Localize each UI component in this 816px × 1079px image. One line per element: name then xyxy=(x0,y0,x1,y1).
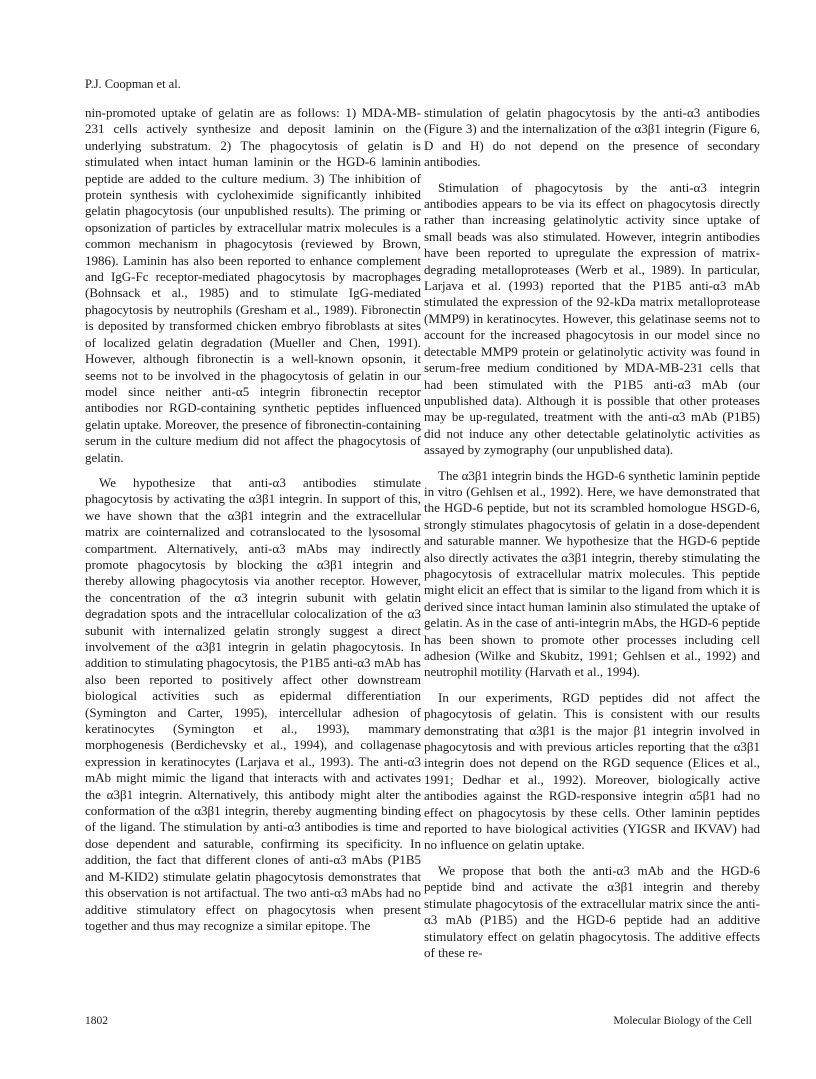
left-column xyxy=(85,105,421,943)
paragraph: nin-promoted uptake of gelatin are as follows: 1) MDA-MB-231 cells actively synthesize and deposit laminin on the underlying substratum. 2) The phagocytosis of gelatin is stimulated when intact human laminin or the HGD-6 laminin peptide are added to the culture medium. 3) The inhibition of protein synthesis with cycloheximide significantly inhibited gelatin phagocytosis (our unpublished results). The priming or opsonization of particles by extracellular matrix molecules is a common mechanism in phagocytosis (reviewed by Brown, 1986). Laminin has also been reported to enhance complement and IgG-Fc receptor-mediated phagocytosis by macrophages (Bohnsack et al., 1985) and to stimulate IgG-mediated phagocytosis by neutrophils (Gresham et al., 1989). Fibronectin is deposited by transformed chicken embryo fibroblasts at sites of localized gelatin degradation (Mueller and Chen, 1991). However, although fibronectin is a well-known opsonin, it seems not to be involved in the phagocytosis of gelatin in our model since neither anti-α5 integrin fibronectin receptor antibodies nor RGD-containing synthetic peptides influenced gelatin uptake. Moreover, the presence of fibronectin-containing serum in the culture medium did not affect the phagocytosis of gelatin. xyxy=(85,105,421,465)
paragraph: Stimulation of phagocytosis by the anti-α3 integrin antibodies appears to be via its effect on phagocytosis directly rather than increasing gelatinolytic activity since uptake of small beads was also stimulated. However, integrin antibodies have been reported to upregulate the expression of matrix-degrading metalloproteases (Werb et al., 1989). In particular, Larjava et al. (1993) reported that the P1B5 anti-α3 mAb stimulated the expression of the 92-kDa matrix metalloprotease (MMP9) in keratinocytes. However, this gelatinase seems not to account for the increased phagocytosis in our model since no detectable MMP9 protein or gelatinolytic activity was found in serum-free medium conditioned by MDA-MB-231 cells that had been stimulated with the P1B5 anti-α3 mAb (our unpublished data). Although it is possible that other proteases may be up-regulated, treatment with the anti-α3 mAb (P1B5) did not induce any other detectable gelatinolytic activities as assayed by zymography (our unpublished data). xyxy=(424,179,760,458)
paragraph: We hypothesize that anti-α3 antibodies stimulate phagocytosis by activating the α3β1 integrin. In support of this, we have shown that the α3β1 integrin and the extracellular matrix are cointernalized and cotranslocated to the lysosomal compartment. Alternatively, anti-α3 mAbs may indirectly promote phagocytosis by blocking the α3β1 integrin and thereby allowing phagocytosis via another receptor. However, the concentration of the α3 integrin subunit with gelatin degradation spots and the intracellular colocalization of the α3 subunit with internalized gelatin strongly suggest a direct involvement of the α3β1 integrin in gelatin phagocytosis. In addition to stimulating phagocytosis, the P1B5 anti-α3 mAb has also been reported to positively affect other downstream biological activities such as epidermal differentiation (Symington and Carter, 1995), intercellular adhesion of keratinocytes (Symington et al., 1993), mammary morphogenesis (Berdichevsky et al., 1994), and collagenase expression in keratinocytes (Larjava et al., 1993). The anti-α3 mAb might mimic the ligand that interacts with and activates the α3β1 integrin. Alternatively, this antibody might alter the conformation of the α3β1 integrin, thereby augmenting binding of the ligand. The stimulation by anti-α3 antibodies is time and dose dependent and saturable, confirming its specificity. In addition, the fact that different clones of anti-α3 mAbs (P1B5 and M-KID2) stimulate gelatin phagocytosis demonstrates that this observation is not artifactual. The two anti-α3 mAbs had no additive stimulatory effect on phagocytosis when present together and thus may recognize a similar epitope. The xyxy=(85,474,421,933)
right-column xyxy=(424,105,760,970)
running-head: P.J. Coopman et al. xyxy=(85,77,181,91)
paragraph: stimulation of gelatin phagocytosis by the anti-α3 antibodies (Figure 3) and the internalization of the α3β1 integrin (Figure 6, D and H) do not depend on the presence of secondary antibodies. xyxy=(424,105,760,170)
paragraph: The α3β1 integrin binds the HGD-6 synthetic laminin peptide in vitro (Gehlsen et al., 1992). Here, we have demonstrated that the HGD-6 peptide, but not its scrambled homologue HSGD-6, strongly stimulates phagocytosis of gelatin in a dose-dependent and saturable manner. We hypothesize that the HGD-6 peptide also directly activates the α3β1 integrin, thereby stimulating the phagocytosis of extracellular matrix molecules. This peptide might elicit an effect that is similar to the ligand from which it is derived since intact human laminin also stimulated the uptake of gelatin. As in the case of anti-integrin mAbs, the HGD-6 peptide has been shown to promote other processes including cell adhesion (Wilke and Skubitz, 1991; Gehlsen et al., 1992) and neutrophil motility (Harvath et al., 1994). xyxy=(424,467,760,680)
page-number: 1802 xyxy=(85,1015,108,1027)
journal-name: Molecular Biology of the Cell xyxy=(613,1015,752,1027)
paragraph: We propose that both the anti-α3 mAb and the HGD-6 peptide bind and activate the α3β1 integrin and thereby stimulate phagocytosis of the extracellular matrix since the anti-α3 mAb (P1B5) and the HGD-6 peptide had an additive stimulatory effect on gelatin phagocytosis. The additive effects of these re- xyxy=(424,862,760,960)
paragraph: In our experiments, RGD peptides did not affect the phagocytosis of gelatin. This is consistent with our results demonstrating that α3β1 is the major β1 integrin involved in phagocytosis and with previous articles reporting that the α3β1 integrin does not depend on the RGD sequence (Elices et al., 1991; Dedhar et al., 1992). Moreover, biologically active antibodies against the RGD-responsive integrin α5β1 had no effect on phagocytosis by these cells. Other laminin peptides reported to have biological activities (YIGSR and IKVAV) had no influence on gelatin uptake. xyxy=(424,689,760,853)
